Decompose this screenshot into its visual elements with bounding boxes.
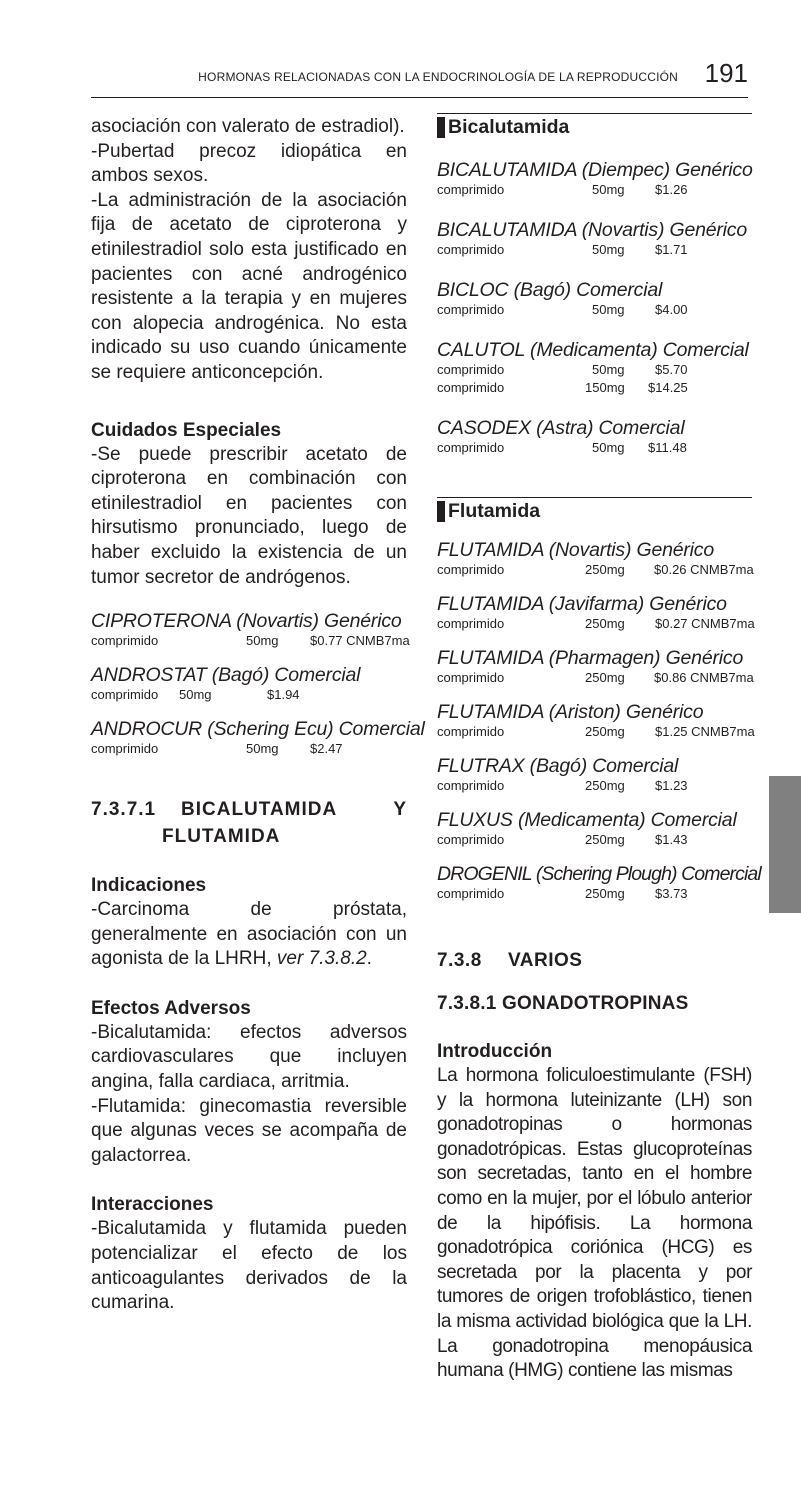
drug-dose: 250mg <box>585 724 625 739</box>
drug-row <box>437 181 752 199</box>
drug-row <box>437 379 752 397</box>
drug-dose: 50mg <box>246 741 279 757</box>
interacciones-text: -Bicalutamida y flutamida pueden potencializar el efecto de los anticoagulantes derivados de la cumarina. <box>91 1218 407 1314</box>
drug-dose: 250mg <box>585 616 625 631</box>
drug-row <box>91 632 410 650</box>
drug-price: $1.94 <box>267 687 300 703</box>
drug-row <box>437 241 752 259</box>
drug-name: BICALUTAMIDA (Novartis) Genérico <box>437 219 747 241</box>
drug-entry <box>437 701 755 741</box>
drug-dose: 50mg <box>592 182 625 197</box>
drug-form: comprimido <box>437 832 505 847</box>
drug-row <box>437 669 752 687</box>
drug-name: BICLOC (Bagó) Comercial <box>437 279 663 301</box>
introduccion-text: La hormona foliculoestimulante (FSH) y la hormona luteinizante (LH) son gonadotropinas o hormonas gonadotrópicas. Estas glucoproteínas son secretadas, tanto en el hombre como en la mujer, por el lóbulo anterior de la hipófisis. La hormona gonadotrópica coriónica (HCG) es secretada por la placenta y por tumores de origen trofoblástico, tienen la misma actividad biológica que la LH. La gonadotropina menopáusica humana (HMG) contiene las mismas <box>437 1065 752 1382</box>
drug-price: $4.00 <box>655 302 688 317</box>
heading-bar <box>437 117 445 138</box>
flutamida-box-heading <box>437 497 752 525</box>
section-title-part: FLUTAMIDA <box>162 826 281 848</box>
drug-row <box>437 723 755 741</box>
drug-form: comprimido <box>437 616 505 631</box>
drug-price: $0.26 CNMB7ma <box>654 562 754 577</box>
drug-form: comprimido <box>437 562 505 577</box>
intro-line-1: asociación con valerato de estradiol). <box>91 116 405 137</box>
gonadotropinas-heading: 7.3.8.1 GONADOTROPINAS <box>437 993 689 1014</box>
drug-name: CASODEX (Astra) Comercial <box>437 417 685 439</box>
indicaciones-text <box>91 898 407 972</box>
drug-price: $0.77 CNMB7ma <box>310 633 410 649</box>
drug-form: comprimido <box>437 778 505 793</box>
drug-name: ANDROSTAT (Bagó) Comercial <box>91 664 361 687</box>
drug-row <box>91 686 407 704</box>
cuidados-heading: Cuidados Especiales <box>91 419 282 441</box>
drug-dose: 50mg <box>246 633 279 649</box>
page-number: 191 <box>704 58 748 88</box>
drug-form: comprimido <box>437 302 505 317</box>
left-column <box>91 115 425 1316</box>
section-title: VARIOS <box>508 950 583 971</box>
drug-entry <box>437 809 752 849</box>
drug-entry <box>437 647 752 687</box>
efectos-text-1: -Bicalutamida: efectos adversos cardiovasculares que incluyen angina, falla cardiaca, arritmia. <box>91 1021 407 1093</box>
drug-entry <box>437 339 752 397</box>
cuidados-text: -Se puede prescribir acetato de ciproterona en combinación con etinilestradiol en pacientes con hirsutismo pronunciado, luego de haber excluido la existencia de un tumor secretor de andrógenos. <box>91 443 407 588</box>
drug-row <box>437 777 752 795</box>
drug-dose: 250mg <box>585 670 625 685</box>
drug-dose: 250mg <box>585 562 625 577</box>
drug-dose: 250mg <box>585 832 625 847</box>
section-number: 7.3.8 <box>437 950 482 971</box>
drug-row <box>91 740 407 758</box>
drug-row <box>437 439 752 457</box>
drug-entry <box>91 664 407 704</box>
right-column <box>437 113 761 1384</box>
drug-price: $5.70 <box>655 362 688 377</box>
drug-price: $1.26 <box>655 182 688 197</box>
chapter-thumb-tab <box>769 776 801 913</box>
section-number: 7.3.7.1 <box>91 799 157 821</box>
section-heading-7371 <box>91 796 407 852</box>
drug-price: $1.71 <box>655 242 688 257</box>
period: . <box>366 948 372 970</box>
drug-name: FLUTRAX (Bagó) Comercial <box>437 755 679 777</box>
drug-entry <box>437 863 761 903</box>
section-title-part: BICALUTAMIDA <box>181 799 338 821</box>
drug-dose: 50mg <box>592 440 625 455</box>
drug-dose: 150mg <box>585 380 625 395</box>
drug-entry <box>437 159 752 199</box>
efectos-heading: Efectos Adversos <box>91 997 251 1019</box>
running-title: HORMONAS RELACIONADAS CON LA ENDOCRINOLOGÍA DE LA REPRODUCCIÓN <box>198 70 678 84</box>
drug-dose: 50mg <box>592 242 625 257</box>
drug-price: $3.73 <box>655 886 688 901</box>
drug-row <box>437 831 752 849</box>
section-heading-738 <box>437 947 752 975</box>
drug-price: $11.48 <box>648 440 687 455</box>
heading-label: Bicalutamida <box>448 116 570 138</box>
drug-name: FLUTAMIDA (Javifarma) Genérico <box>437 593 727 615</box>
drug-form: comprimido <box>437 724 505 739</box>
drug-name: ANDROCUR (Schering Ecu) Comercial <box>91 718 425 741</box>
drug-dose: 50mg <box>592 302 625 317</box>
drug-row <box>437 561 752 579</box>
drug-form: comprimido <box>437 182 505 197</box>
drug-form: comprimido <box>91 633 159 649</box>
intro-line-2: -Pubertad precoz idiopática en ambos sexos. <box>91 140 407 187</box>
drug-name: FLUTAMIDA (Ariston) Genérico <box>437 701 704 723</box>
drug-name: BICALUTAMIDA (Diempec) Genérico <box>437 159 753 181</box>
indicaciones-body: -Carcinoma de próstata, generalmente en asociación con un agonista de la LHRH, <box>91 899 407 970</box>
drug-dose: 250mg <box>585 886 625 901</box>
drug-form: comprimido <box>437 380 505 395</box>
drug-row <box>437 361 752 379</box>
drug-price: $2.47 <box>310 741 343 757</box>
efectos-text-2: -Flutamida: ginecomastia reversible que algunas veces se acompaña de galactorrea. <box>91 1095 407 1166</box>
drug-row <box>437 615 755 633</box>
drug-dose: 50mg <box>592 362 625 377</box>
drug-entry <box>91 610 410 650</box>
drug-entry <box>91 718 425 758</box>
drug-price: $0.27 CNMB7ma <box>655 616 755 631</box>
page-header <box>91 58 748 98</box>
drug-price: $14.25 <box>648 380 688 395</box>
drug-entry <box>437 539 752 579</box>
heading-bar <box>437 501 445 522</box>
drug-entry <box>437 755 752 795</box>
intro-line-3: -La administración de la asociación fija de acetato de ciproterona y etinilestradiol solo esta justificado en pacientes con acné androgénico resistente a la terapia y en mujeres con alopecia androgénica. No esta indicado su uso cuando únicamente se requiere anticoncepción. <box>91 189 407 383</box>
drug-entry <box>437 279 752 319</box>
drug-dose: 250mg <box>585 778 625 793</box>
drug-form: comprimido <box>91 687 159 703</box>
bicalutamida-box-heading <box>437 113 752 141</box>
drug-entry <box>437 593 755 633</box>
drug-form: comprimido <box>437 440 505 455</box>
drug-name: DROGENIL (Schering Plough) Comercial <box>437 863 761 885</box>
drug-form: comprimido <box>437 242 505 257</box>
drug-price: $1.25 CNMB7ma <box>655 724 755 739</box>
drug-dose: 50mg <box>179 687 212 703</box>
drug-form: comprimido <box>437 886 505 901</box>
drug-form: comprimido <box>437 362 505 377</box>
drug-form: comprimido <box>437 670 505 685</box>
drug-price: $0.86 CNMB7ma <box>654 670 754 685</box>
drug-price: $1.23 <box>655 778 688 793</box>
interacciones-heading: Interacciones <box>91 1194 214 1216</box>
drug-name: FLUXUS (Medicamenta) Comercial <box>437 809 737 831</box>
drug-entry <box>437 219 752 259</box>
drug-name: FLUTAMIDA (Pharmagen) Genérico <box>437 647 744 669</box>
drug-name: CIPROTERONA (Novartis) Genérico <box>91 610 402 633</box>
drug-row <box>437 885 752 903</box>
drug-entry <box>437 417 752 457</box>
section-title-part: Y <box>393 799 407 821</box>
cross-reference: ver 7.3.8.2 <box>276 948 367 970</box>
indicaciones-heading: Indicaciones <box>91 875 207 897</box>
heading-label: Flutamida <box>448 500 541 522</box>
drug-row <box>437 301 752 319</box>
drug-name: FLUTAMIDA (Novartis) Genérico <box>437 539 714 561</box>
drug-price: $1.43 <box>655 832 688 847</box>
introduccion-heading: Introducción <box>437 1041 553 1062</box>
drug-name: CALUTOL (Medicamenta) Comercial <box>437 339 749 361</box>
drug-form: comprimido <box>91 741 159 757</box>
